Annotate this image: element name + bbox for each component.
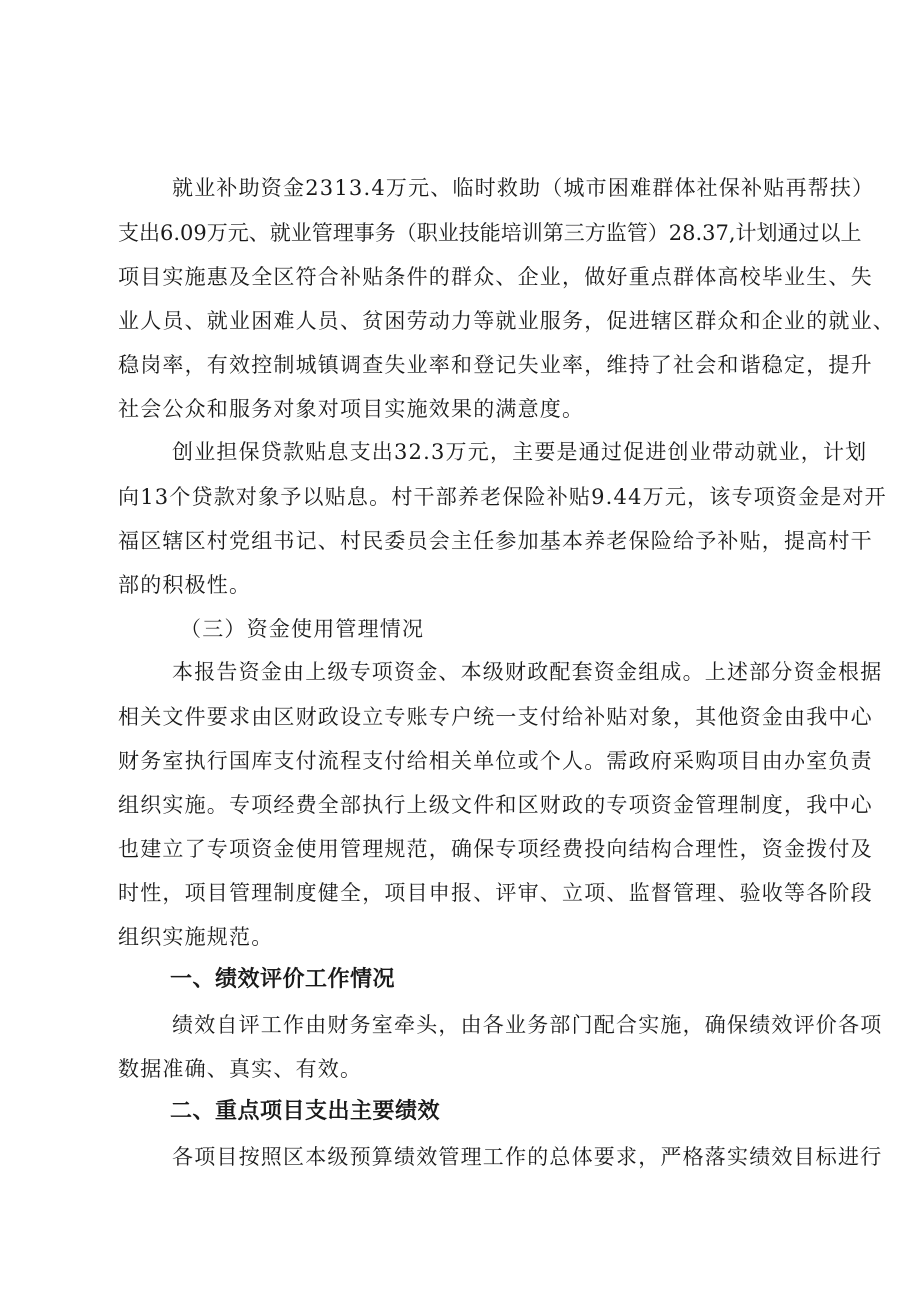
paragraph-3-line-7: 组织实施规范。	[118, 925, 274, 949]
paragraph-5-line-1: 各项目按照区本级预算绩效管理工作的总体要求，严格落实绩效目标进行	[172, 1145, 883, 1169]
paragraph-3-line-6: 时性，项目管理制度健全，项目申报、评审、立项、监督管理、验收等各阶段	[118, 881, 873, 905]
paragraph-1-line-2: 支出6.09万元、就业管理事务（职业技能培训第三方监管）28.37,计划通过以上	[118, 221, 862, 245]
paragraph-3-line-1: 本报告资金由上级专项资金、本级财政配套资金组成。上述部分资金根据	[172, 660, 883, 684]
paragraph-3-line-2: 相关文件要求由区财政设立专账专户统一支付给补贴对象，其他资金由我中心	[118, 705, 873, 729]
paragraph-4-line-2: 数据准确、真实、有效。	[118, 1057, 363, 1081]
paragraph-1-line-4: 业人员、就业困难人员、贫困劳动力等就业服务，促进辖区群众和企业的就业、	[118, 309, 895, 333]
paragraph-2-line-1: 创业担保贷款贴息支出32.3万元，主要是通过促进创业带动就业，计划	[172, 440, 868, 464]
section-heading-funds-management: （三）资金使用管理情况	[180, 617, 425, 641]
paragraph-3-line-5: 也建立了专项资金使用管理规范，确保专项经费投向结构合理性，资金拨付及	[118, 837, 873, 861]
paragraph-1-line-6: 社会公众和服务对象对项目实施效果的满意度。	[118, 397, 585, 421]
paragraph-2-line-4: 部的积极性。	[118, 573, 252, 597]
heading-key-project-performance: 二、重点项目支出主要绩效	[170, 1099, 441, 1124]
paragraph-1-line-3: 项目实施惠及全区符合补贴条件的群众、企业，做好重点群体高校毕业生、失	[118, 265, 873, 289]
paragraph-3-line-3: 财务室执行国库支付流程支付给相关单位或个人。需政府采购项目由办室负责	[118, 749, 873, 773]
paragraph-4-line-1: 绩效自评工作由财务室牵头，由各业务部门配合实施，确保绩效评价各项	[172, 1013, 883, 1037]
paragraph-1-line-1: 就业补助资金2313.4万元、临时救助（城市困难群体社保补贴再帮扶）	[172, 176, 875, 200]
paragraph-2-line-2: 向13个贷款对象予以贴息。村干部养老保险补贴9.44万元，该专项资金是对开	[118, 485, 887, 509]
paragraph-1-line-5: 稳岗率，有效控制城镇调查失业率和登记失业率，维持了社会和谐稳定，提升	[118, 353, 873, 377]
heading-performance-evaluation: 一、绩效评价工作情况	[170, 967, 396, 992]
paragraph-2-line-3: 福区辖区村党组书记、村民委员会主任参加基本养老保险给予补贴，提高村干	[118, 529, 873, 553]
paragraph-3-line-4: 组织实施。专项经费全部执行上级文件和区财政的专项资金管理制度，我中心	[118, 793, 873, 817]
